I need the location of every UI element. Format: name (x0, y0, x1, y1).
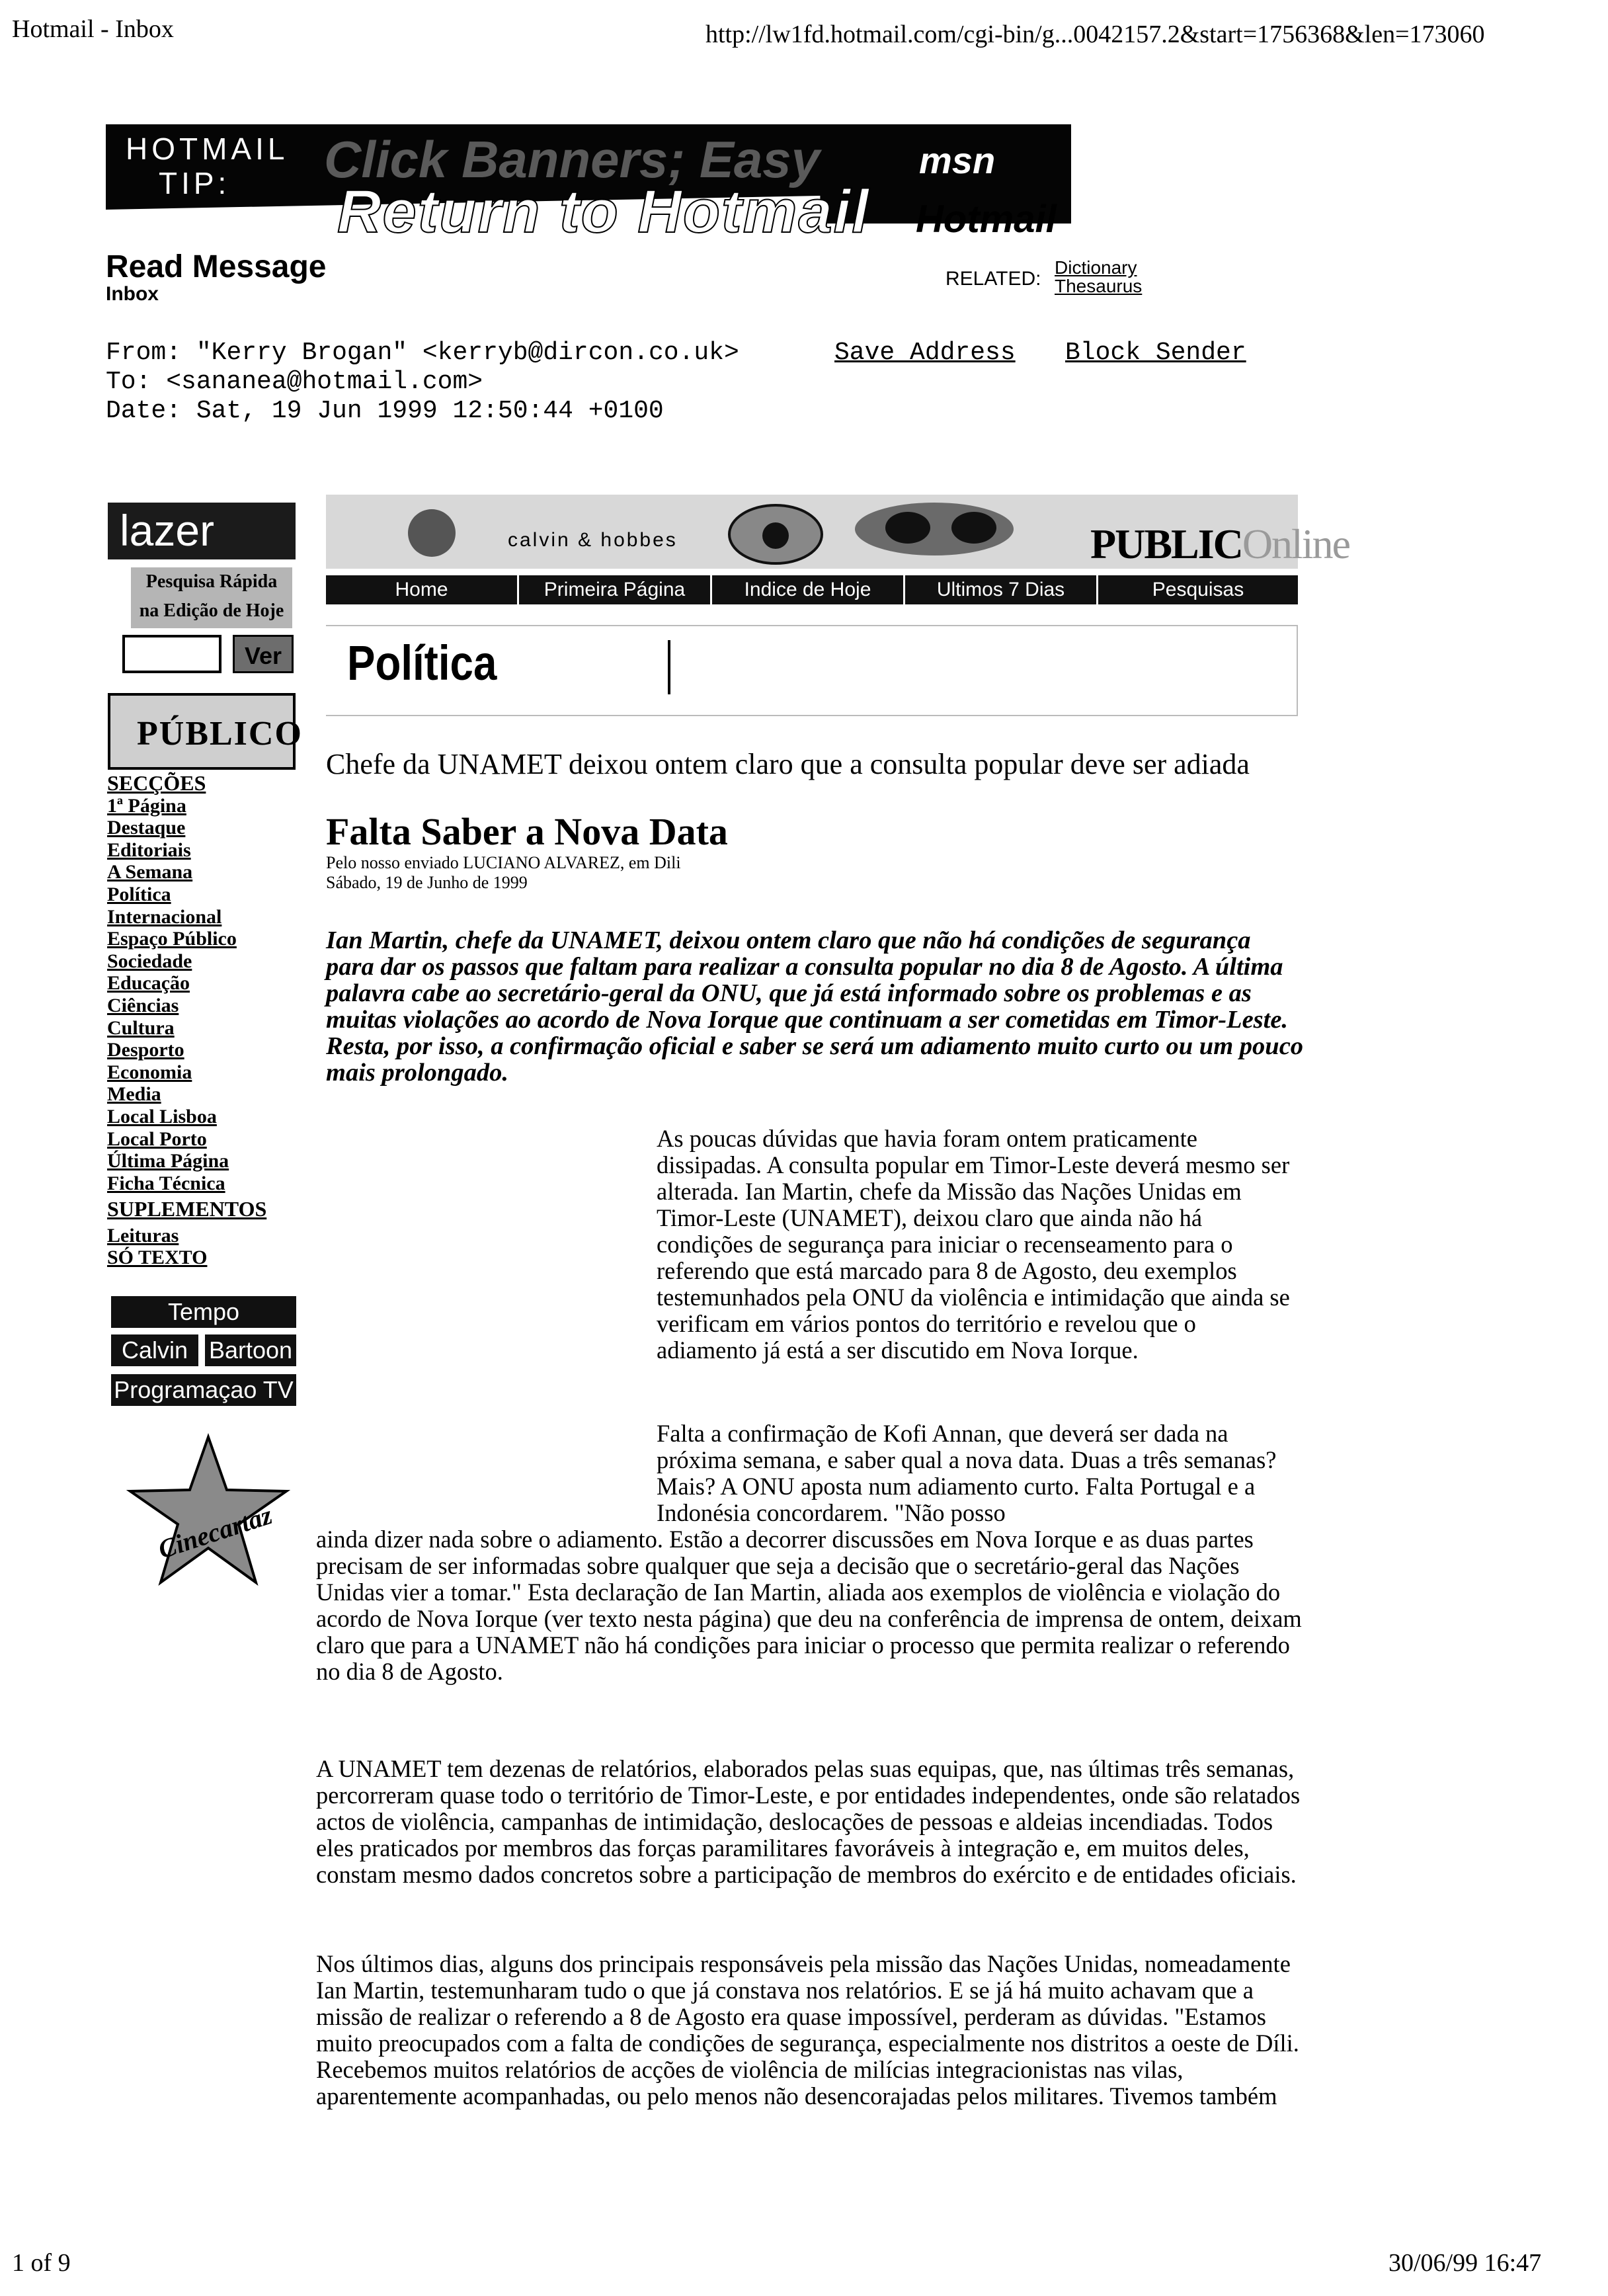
tab-indice-de-hoje[interactable]: Indice de Hoje (712, 575, 905, 604)
nav-item[interactable]: A Semana (107, 861, 193, 883)
tab-ultimos-7-dias[interactable]: Ultimos 7 Dias (905, 575, 1098, 604)
calvin-button[interactable]: Calvin (111, 1334, 198, 1366)
nav-item[interactable]: Educação (107, 972, 190, 995)
related-label: RELATED: (945, 268, 1041, 290)
article-paragraph: Falta a confirmação de Kofi Annan, que deverá ser dada na próxima semana, e saber qual a nova data. Duas a três semanas? Mais? A ONU aposta num adiamento curto. Falta Portugal e a Indonésia concordarem. "Não posso (657, 1420, 1277, 1526)
public-logo-bold: PUBLIC (1090, 520, 1242, 567)
section-title: Política (347, 636, 497, 690)
bartoon-button[interactable]: Bartoon (205, 1334, 296, 1366)
byline-author: Pelo nosso enviado LUCIANO ALVAREZ, em Dili (326, 853, 681, 872)
nav-item-leituras[interactable]: Leituras (107, 1224, 179, 1247)
banner-ghost-text: Click Banners; Easy (324, 130, 821, 188)
nav-item[interactable]: Política (107, 883, 171, 905)
folder-label: Inbox (106, 283, 159, 305)
nav-item[interactable]: Cultura (107, 1016, 175, 1039)
nav-item[interactable]: Ciências (107, 994, 179, 1016)
tab-primeira-pagina[interactable]: Primeira Página (519, 575, 712, 604)
dictionary-link[interactable]: Dictionary (1055, 257, 1137, 278)
lazer-text: lazer (120, 506, 215, 555)
date-line: Date: Sat, 19 Jun 1999 12:50:44 +0100 (106, 397, 664, 425)
page-title: Read Message (106, 249, 327, 284)
quick-search-line2: na Edição de Hoje (139, 600, 284, 621)
calvin-hobbes-label: calvin & hobbes (508, 529, 678, 551)
article-byline (326, 853, 681, 893)
article-paragraph: A UNAMET tem dezenas de relatórios, elaborados pelas suas equipas, que, nas últimas três semanas, percorreram quase todo o território de Timor-Leste, e por entidades independentes, onde são relatados actos de violência, campanhas de intimidação, deslocações de pessoas e aldeias incendiadas. Todos eles praticados por membros das forças paramilitares favoráveis à integração e, em muitos deles, constam mesmo dados concretos sobre a participação de membros do exército e de entidades oficiais. (316, 1755, 1301, 1888)
nav-item[interactable]: Sociedade (107, 950, 192, 972)
cinecartaz-logo[interactable] (116, 1432, 294, 1590)
from-label: From: (106, 339, 182, 367)
from-line (106, 339, 739, 367)
nav-item[interactable]: Ficha Técnica (107, 1172, 225, 1194)
quick-search-label (131, 567, 292, 628)
article-paragraph: ainda dizer nada sobre o adiamento. Estão a decorrer discussões em Nova Iorque e as duas partes precisam de ser informadas sobre qualquer que seja a decisão que o secretário-geral das Nações Unidas vier a tomar." Esta declaração de Ian Martin, aliada aos exemplos de violência e violação do acordo de Nova Iorque (ver texto nesta página) que deu na conferência de imprensa de ontem, deixam claro que para a UNAMET não há condições para iniciar o processo que permita realizar o referendo no dia 8 de Agosto. (316, 1526, 1302, 1685)
to-line: To: <sananea@hotmail.com> (106, 368, 483, 396)
star-icon (116, 1432, 294, 1590)
article-kicker: Chefe da UNAMET deixou ontem claro que a consulta popular deve ser adiada (326, 748, 1250, 780)
ver-button[interactable]: Ver (233, 635, 294, 673)
block-sender-link[interactable]: Block Sender (1065, 339, 1246, 367)
article-paragraph: Nos últimos dias, alguns dos principais responsáveis pela missão das Nações Unidas, nomeadamente Ian Martin, testemunharam tudo o que já constava nos relatórios. E se já há muito achavam que a missão de realizar o referendo a 8 de Agosto era quase impossível, perderam as dúvidas. "Estamos muito preocupados com a falta de condições de segurança, especialmente nos distritos a oeste de Díli. Recebemos muitos relatórios de acções de violência de milícias integracionistas nas vilas, aparentemente acompanhadas, ou pelo menos não desencorajadas pelos militares. Tivemos também (316, 1950, 1299, 2110)
nav-item[interactable]: Destaque (107, 817, 186, 839)
banner-tip-line1: HOTMAIL (126, 132, 289, 166)
thesaurus-link[interactable]: Thesaurus (1055, 276, 1143, 296)
nav-item[interactable]: Última Página (107, 1150, 229, 1172)
programacao-tv-button[interactable]: Programaçao TV (111, 1374, 296, 1406)
print-page-number: 1 of 9 (12, 2249, 71, 2277)
so-texto-link[interactable]: SÓ TEXTO (107, 1247, 208, 1269)
article-headline: Falta Saber a Nova Data (326, 810, 728, 853)
nav-item[interactable]: Editoriais (107, 839, 191, 861)
save-address-link[interactable]: Save Address (834, 339, 1016, 367)
article-paragraph: As poucas dúvidas que havia foram ontem praticamente dissipadas. A consulta popular em Timor-Leste deverá mesmo ser alterada. Ian Martin, chefe da Missão das Nações Unidas em Timor-Leste (UNAMET), deixou claro que ainda não há condições de segurança para iniciar o recenseamento para o referendo que está marcado para 8 de Agosto, deu exemplos testemunhados pela ONU da violência e intimidação que ainda se verificam em vários pontos do território e revelou que o adiamento já está a ser discutido em Nova Iorque. (657, 1125, 1290, 1364)
tab-home[interactable]: Home (326, 575, 519, 604)
msn-logo: msn (919, 140, 996, 181)
tempo-button[interactable]: Tempo (111, 1296, 296, 1328)
print-page-title: Hotmail - Inbox (12, 15, 174, 43)
public-logo-light: Online (1242, 520, 1349, 567)
nav-item[interactable]: Media (107, 1083, 161, 1106)
quick-search-line1: Pesquisa Rápida (145, 571, 278, 592)
publico-logo[interactable] (108, 693, 303, 770)
nav-item[interactable]: Local Lisboa (107, 1105, 217, 1128)
byline-date: Sábado, 19 de Junho de 1999 (326, 873, 528, 892)
suplementos-heading: SUPLEMENTOS (107, 1197, 267, 1221)
article-lede: Ian Martin, chefe da UNAMET, deixou ontem claro que não há condições de segurança para dar os passos que faltam para realizar a consulta popular no dia 8 de Agosto. A última palavra cabe ao secretário-geral da ONU, que já está informado sobre os problemas e as muitas violações ao acordo de Nova Iorque que continuam a ser cometidas em Timor-Leste. Resta, por isso, a confirmação oficial e saber se será um adiamento muito curto ou um pouco mais prolongado. (326, 926, 1304, 1086)
hotmail-logo: Hotmail (916, 198, 1057, 241)
cinecartaz-text: Cinecartaz (154, 1500, 276, 1565)
hotmail-tip-banner[interactable] (106, 124, 1071, 245)
public-online-logo[interactable] (1090, 520, 1349, 569)
nav-item[interactable]: Local Porto (107, 1128, 207, 1150)
tab-pesquisas[interactable]: Pesquisas (1152, 579, 1244, 600)
banner-tip-line2: TIP: (159, 166, 231, 200)
sections-nav (107, 772, 266, 1269)
nav-item[interactable]: Economia (107, 1061, 192, 1083)
nav-item[interactable]: Desporto (107, 1039, 184, 1061)
publico-nav-bar (326, 575, 1298, 604)
search-input[interactable] (122, 635, 221, 673)
from-value: "Kerry Brogan" <kerryb@dircon.co.uk> (196, 339, 739, 367)
banner-return-text: Return to Hotmail (337, 178, 870, 245)
nav-item[interactable]: Internacional (107, 905, 222, 928)
nav-item[interactable]: 1ª Página (107, 794, 186, 817)
section-divider (668, 640, 670, 694)
publico-online-header (326, 495, 1349, 569)
related-links (945, 257, 1143, 296)
nav-item[interactable]: Espaço Público (107, 928, 237, 950)
lazer-banner[interactable] (108, 503, 296, 559)
publico-logo-text: PÚBLICO (137, 715, 303, 753)
print-datetime: 30/06/99 16:47 (1388, 2249, 1542, 2277)
seccoes-heading: SECÇÕES (107, 771, 206, 795)
print-url: http://lw1fd.hotmail.com/cgi-bin/g...0042157.2&start=1756368&len=173060 (705, 20, 1485, 48)
